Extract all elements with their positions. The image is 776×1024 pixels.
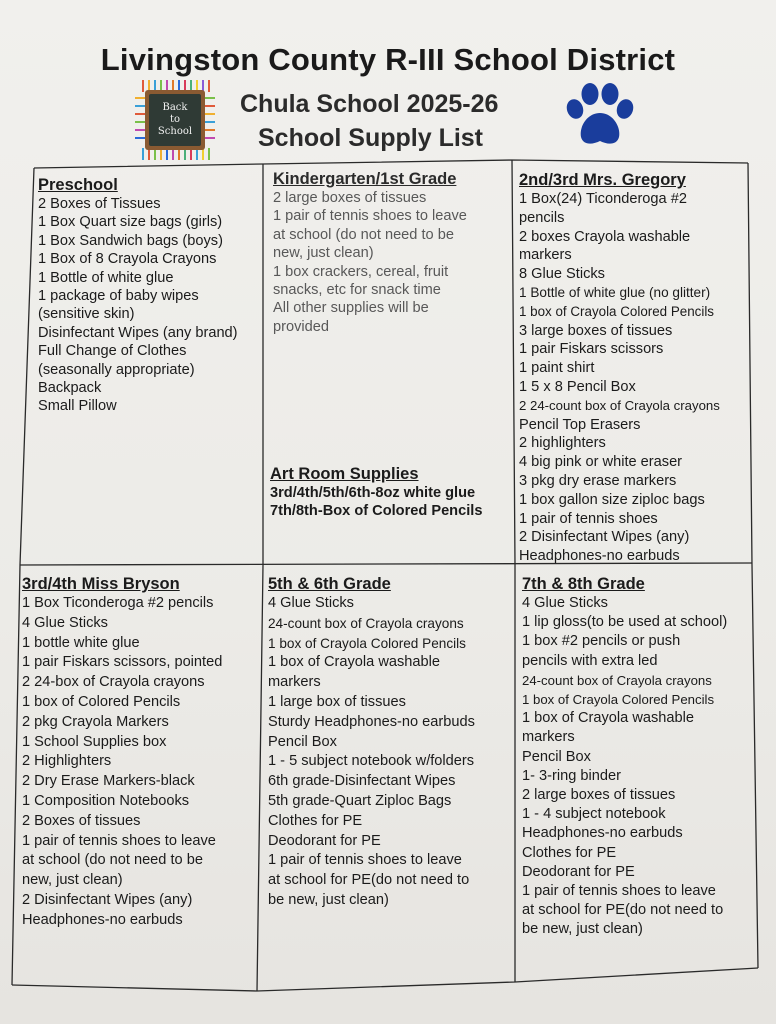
- seventh-eighth-title: 7th & 8th Grade: [522, 575, 645, 593]
- art-room-title: Art Room Supplies: [270, 465, 419, 483]
- district-title: Livingston County R-III School District: [100, 42, 676, 77]
- list-item: 1 box of Colored Pencils: [22, 693, 181, 710]
- list-item: 2 large boxes of tissues: [273, 190, 427, 206]
- list-item: 2 Highlighters: [22, 753, 112, 770]
- list-item: 1 box of Crayola Colored Pencils: [519, 303, 715, 319]
- list-item: 4 Glue Sticks: [522, 595, 608, 611]
- list-item: 1 Bottle of white glue: [38, 269, 174, 286]
- list-item: 1 Box(24) Ticonderoga #2 pencils: [519, 191, 687, 226]
- list-item: 1 Composition Notebooks: [22, 792, 190, 809]
- list-item: 3 pkg dry erase markers: [519, 472, 677, 489]
- list-item: Headphones-no earbuds: [519, 548, 680, 565]
- list-item: Headphones-no earbuds: [522, 825, 683, 842]
- list-item: Clothes for PE: [268, 812, 363, 829]
- supply-list-title: School Supply List: [258, 124, 484, 152]
- list-item: 1 pair of tennis shoes to leave at school (do not need to be new, just clean): [273, 208, 467, 262]
- list-item: 2 Disinfectant Wipes (any): [519, 529, 690, 546]
- list-item: 4 big pink or white eraser: [519, 454, 683, 471]
- school-year-title: Chula School 2025-26: [240, 90, 499, 118]
- list-item: 1 Bottle of white glue (no glitter): [519, 284, 711, 300]
- art-room-section: [270, 464, 510, 521]
- list-item: 1 box of Crayola washable markers: [522, 710, 694, 746]
- list-item: 1 pair of tennis shoes to leave at school (do not need to be new, just clean): [22, 832, 216, 889]
- list-item: 6th grade-Disinfectant Wipes: [268, 773, 456, 790]
- grid-top-border: [34, 160, 748, 168]
- fifth-sixth-title: 5th & 6th Grade: [268, 575, 391, 593]
- list-item: 2 Disinfectant Wipes (any): [22, 891, 193, 908]
- list-item: 1 paint shirt: [519, 360, 595, 377]
- list-item: Deodorant for PE: [268, 832, 381, 849]
- list-item: 1 Box Sandwich bags (boys): [38, 232, 223, 249]
- list-item: 1 - 4 subject notebook: [522, 806, 666, 823]
- list-item: 2 24-box of Crayola crayons: [22, 674, 205, 691]
- list-item: 24-count box of Crayola crayons: [268, 615, 464, 631]
- bryson-title: 3rd/4th Miss Bryson: [22, 575, 180, 593]
- list-item: Headphones-no earbuds: [22, 911, 183, 928]
- list-item: Small Pillow: [38, 398, 117, 415]
- list-item: 3 large boxes of tissues: [519, 322, 673, 339]
- list-item: All other supplies will be provided: [273, 300, 429, 335]
- list-item: Pencil Top Erasers: [519, 416, 641, 433]
- gregory-title: 2nd/3rd Mrs. Gregory: [519, 171, 686, 189]
- list-item: 5th grade-Quart Ziploc Bags: [268, 792, 452, 809]
- list-item: 1 pair Fiskars scissors: [519, 341, 664, 358]
- list-item: 2 large boxes of tissues: [522, 787, 676, 804]
- list-item: 2 highlighters: [519, 435, 606, 452]
- list-item: Pencil Box: [268, 733, 337, 750]
- list-item: Clothes for PE: [522, 844, 617, 861]
- fifth-sixth-section: [268, 574, 512, 911]
- list-item: 2 Dry Erase Markers-black: [22, 773, 195, 790]
- list-item: 2 Boxes of tissues: [22, 812, 141, 829]
- list-item: 1 pair of tennis shoes to leave at school for PE(do not need to be new, just clean): [268, 852, 470, 908]
- list-item: 1 - 5 subject notebook w/folders: [268, 753, 475, 770]
- list-item: Disinfectant Wipes (any brand): [38, 324, 238, 341]
- list-item: 7th/8th-Box of Colored Pencils: [270, 503, 483, 520]
- kindergarten-section: [273, 169, 509, 336]
- list-item: 1 School Supplies box: [22, 733, 167, 750]
- list-item: 8 Glue Sticks: [519, 266, 605, 283]
- list-item: 1 box of Crayola washable markers: [268, 654, 440, 691]
- list-item: 1 Box Quart size bags (girls): [38, 214, 223, 231]
- list-item: Pencil Box: [522, 748, 591, 765]
- seventh-eighth-section: [522, 574, 756, 940]
- preschool-section: [38, 175, 260, 416]
- badge-text-2: to: [169, 114, 181, 125]
- list-item: 2 Boxes of Tissues: [38, 196, 161, 212]
- list-item: Sturdy Headphones-no earbuds: [268, 713, 475, 730]
- list-item: 1 pair of tennis shoes: [519, 510, 658, 527]
- list-item: 3rd/4th/5th/6th-8oz white glue: [270, 485, 476, 501]
- list-item: 2 pkg Crayola Markers: [22, 713, 169, 730]
- list-item: 1 lip gloss(to be used at school): [522, 614, 728, 631]
- list-item: Backpack: [38, 380, 102, 397]
- list-item: 1 pair of tennis shoes to leave at school for PE(do not need to be new, just clean): [522, 883, 724, 938]
- grid-column-line-2: [512, 160, 515, 982]
- list-item: 24-count box of Crayola crayons: [522, 672, 712, 688]
- list-item: 2 boxes Crayola washable markers: [519, 228, 691, 264]
- list-item: 1 5 x 8 Pencil Box: [519, 378, 636, 395]
- grid-bottom-border: [12, 968, 758, 991]
- badge-text-3: School: [157, 126, 193, 137]
- list-item: 1 package of baby wipes (sensitive skin): [38, 288, 199, 323]
- list-item: 1 box of Crayola Colored Pencils: [522, 692, 715, 708]
- list-item: 1 bottle white glue: [22, 634, 140, 651]
- list-item: 1 box of Crayola Colored Pencils: [268, 635, 466, 651]
- list-item: 4 Glue Sticks: [22, 614, 108, 631]
- bryson-section: [22, 574, 256, 931]
- list-item: 2 24-count box of Crayola crayons: [519, 397, 720, 413]
- gregory-section: [519, 170, 749, 566]
- list-item: 4 Glue Sticks: [268, 595, 354, 611]
- list-item: 1- 3-ring binder: [522, 767, 621, 784]
- list-item: 1 Box Ticonderoga #2 pencils: [22, 595, 214, 611]
- list-item: Full Change of Clothes (seasonally appropriate): [38, 343, 195, 378]
- list-item: Deodorant for PE: [522, 863, 635, 880]
- list-item: 1 box gallon size ziploc bags: [519, 491, 705, 508]
- kindergarten-title: Kindergarten/1st Grade: [273, 170, 457, 188]
- list-item: 1 box #2 pencils or push pencils with extra led: [522, 633, 681, 669]
- list-item: 1 Box of 8 Crayola Crayons: [38, 251, 217, 268]
- list-item: 1 large box of tissues: [268, 693, 406, 710]
- list-item: 1 pair Fiskars scissors, pointed: [22, 654, 223, 671]
- badge-text-1: Back: [162, 102, 188, 113]
- list-item: 1 box crackers, cereal, fruit snacks, etc for snack time: [273, 263, 449, 299]
- preschool-title: Preschool: [38, 176, 118, 194]
